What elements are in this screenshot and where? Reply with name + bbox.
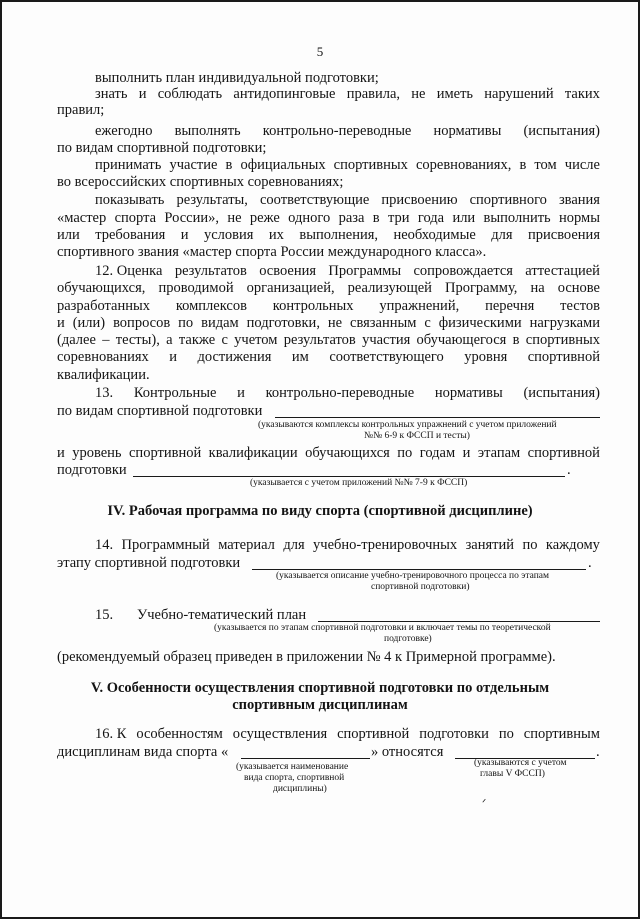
word: каждому	[545, 537, 600, 553]
word: результаты,	[176, 192, 248, 208]
word: требования	[95, 227, 166, 243]
note-p16-2b: главы V ФССП)	[480, 769, 545, 779]
word: выполнить	[483, 210, 551, 226]
word: ежегодно	[95, 123, 153, 139]
word: этапам	[477, 445, 521, 461]
word: квалификации	[208, 445, 298, 461]
word: реже	[249, 210, 280, 226]
word: спортивных	[333, 157, 408, 173]
word: 13.	[95, 385, 114, 401]
word: показывать	[95, 192, 165, 208]
line-results-d: спортивного звания «мастер спорта России международного класса».	[57, 244, 487, 260]
word: участие	[169, 157, 218, 173]
word: –	[102, 332, 110, 348]
word: осуществления	[232, 726, 328, 742]
fill-line-p15	[318, 621, 600, 622]
line-p13b: по видам спортивной подготовки	[57, 403, 263, 419]
line-p16a	[95, 726, 600, 743]
word: соответствующие	[259, 192, 370, 208]
word: антидопинговые	[233, 86, 336, 102]
word: спортивной	[129, 445, 202, 461]
word: и	[138, 86, 147, 102]
note-p13-1: (указываются комплексы контрольных упражнений с учетом приложений	[258, 420, 557, 430]
word: нормативы	[434, 385, 503, 401]
word: спортивного	[469, 192, 547, 208]
word: тесты),	[115, 332, 160, 348]
line-p13d-end: .	[567, 462, 571, 478]
word: для	[491, 227, 513, 243]
word: принимать	[95, 157, 162, 173]
note-p14-1: (указывается описание учебно-тренировочного процесса по этапам	[276, 571, 550, 581]
word: с	[424, 315, 431, 331]
word: присвоения	[527, 227, 600, 243]
word: (далее	[57, 332, 96, 348]
word: для	[283, 537, 305, 553]
word: нормы	[559, 210, 600, 226]
word: 12. Оценка	[95, 263, 163, 279]
word: звания	[558, 192, 600, 208]
line-p15-title: Учебно-тематический план	[137, 607, 307, 623]
note-p14-2: спортивной подготовки)	[371, 582, 470, 592]
line-p14b-end: .	[588, 555, 592, 571]
word: реализующей	[347, 280, 432, 296]
word: по	[397, 445, 413, 461]
word: три	[387, 210, 410, 226]
line-competitions	[95, 157, 600, 174]
word: спортивной	[527, 445, 600, 461]
word: раза	[338, 210, 365, 226]
word: учебно-тренировочных	[313, 537, 458, 553]
line-p12f	[57, 349, 600, 366]
word: основе	[557, 280, 600, 296]
word: спорта	[114, 210, 157, 226]
word: подготовки,	[246, 315, 320, 331]
word: или	[57, 227, 80, 243]
word: «мастер	[57, 210, 107, 226]
word: аттестацией	[525, 263, 600, 279]
word: спортивной	[337, 726, 410, 742]
word: не	[411, 86, 426, 102]
word: вопросов	[113, 315, 171, 331]
stray-pen-mark: ᐟ	[482, 798, 487, 809]
word: и	[169, 349, 177, 365]
word: сопровождается	[413, 263, 513, 279]
word: проводимой	[158, 280, 234, 296]
word: результатов	[174, 263, 247, 279]
line-results-b	[57, 210, 600, 227]
word: одного	[288, 210, 331, 226]
word: нормативы	[433, 123, 502, 139]
word: и	[237, 385, 245, 401]
word: упражнений,	[379, 298, 460, 314]
word: связанным	[350, 315, 417, 331]
note-p16-1a: (указывается наименование	[236, 762, 349, 772]
word: уровень	[72, 445, 122, 461]
word: особенностям	[136, 726, 223, 742]
word: правила,	[346, 86, 401, 102]
word: и	[57, 445, 65, 461]
line-p12b	[57, 280, 600, 297]
note-p15-2: подготовке)	[384, 634, 432, 644]
word: физическими	[438, 315, 522, 331]
word: а	[166, 332, 173, 348]
word: Программный	[121, 537, 210, 553]
word: (испытания)	[523, 123, 600, 139]
word: соревнованиях,	[415, 157, 512, 173]
word: перечня	[485, 298, 535, 314]
word: контрольно-переводные	[265, 385, 415, 401]
word: 14.	[95, 537, 114, 553]
line-p13c	[57, 445, 600, 462]
note-p15-1: (указывается по этапам спортивной подготовки и включает темы по теоретической	[214, 623, 551, 633]
line-rules: правил;	[57, 102, 105, 118]
line-p15c: (рекомендуемый образец приведен в приложении № 4 к Примерной программе).	[57, 649, 556, 665]
word: условия	[204, 227, 254, 243]
note-p13-3: (указывается с учетом приложений №№ 7-9 к ФССП)	[250, 478, 468, 488]
section-heading-5a: V. Особенности осуществления спортивной подготовки по отдельным	[90, 680, 550, 696]
note-p13-2: №№ 6-9 к ФССП и тесты)	[364, 431, 470, 441]
word: официальных	[240, 157, 326, 173]
word: участия	[362, 332, 411, 348]
line-p16b-start: дисциплинам вида спорта «	[57, 744, 229, 760]
word: года	[417, 210, 445, 226]
word: (испытания)	[523, 385, 600, 401]
word: контрольных	[272, 298, 354, 314]
fill-line-p13b	[275, 417, 600, 418]
line-p12a	[95, 263, 600, 280]
word: также	[178, 332, 216, 348]
word: и	[462, 445, 471, 461]
word: на	[530, 280, 545, 296]
word: уровня	[464, 349, 508, 365]
word: числе	[564, 157, 600, 173]
word: соревнованиях	[57, 349, 149, 365]
word: выполнять	[174, 123, 241, 139]
line-p16b-mid: » относятся	[371, 744, 444, 760]
word: результатов	[283, 332, 356, 348]
line-results-c	[57, 227, 600, 244]
line-p12e	[57, 332, 600, 349]
word: не	[327, 315, 343, 331]
note-p16-1c: дисциплины)	[273, 784, 327, 794]
word: соответствующего	[329, 349, 444, 365]
word: спортивным	[523, 726, 600, 742]
fill-line-p13d	[133, 476, 565, 477]
word: их	[268, 227, 284, 243]
word: материал	[218, 537, 275, 553]
line-normatives	[95, 123, 600, 140]
section-heading-4: IV. Рабочая программа по виду спорта (спортивной дисциплине)	[107, 503, 533, 519]
word: с	[221, 332, 228, 348]
word: Программу,	[445, 280, 518, 296]
word: (или)	[72, 315, 106, 331]
word: не	[227, 210, 242, 226]
word: том	[534, 157, 557, 173]
line-p12c	[57, 298, 600, 315]
word: выполнения,	[299, 227, 379, 243]
word: или	[452, 210, 476, 226]
section-heading-5b: спортивным дисциплинам	[232, 697, 408, 713]
fill-line-p16-sport	[241, 758, 370, 759]
word: таких	[564, 86, 600, 102]
line-normatives-cont: по видам спортивной подготовки;	[57, 140, 267, 156]
line-p14b: этапу спортивной подготовки	[57, 555, 241, 571]
word: Программы	[328, 263, 402, 279]
line-p13a	[95, 385, 600, 402]
word: знать	[95, 86, 128, 102]
line-plan: выполнить план индивидуальной подготовки;	[95, 70, 379, 86]
word: по	[522, 537, 538, 553]
word: нарушений	[484, 86, 554, 102]
word: комплексов	[175, 298, 247, 314]
word: занятий	[465, 537, 515, 553]
word: спортивной	[527, 349, 600, 365]
word: обучающегося	[416, 332, 507, 348]
word: организацией,	[246, 280, 335, 296]
word: спортивных	[525, 332, 600, 348]
word: разработанных	[57, 298, 150, 314]
word: нагрузками	[529, 315, 600, 331]
word: обучающихся	[305, 445, 390, 461]
word: Контрольные	[133, 385, 217, 401]
word: видам	[201, 315, 239, 331]
line-p13d: подготовки	[57, 462, 127, 478]
word: контрольно-переводные	[262, 123, 412, 139]
word: учетом	[234, 332, 278, 348]
word: в	[372, 210, 380, 226]
word: в	[519, 157, 527, 173]
note-p16-2a: (указываются с учетом	[474, 758, 567, 768]
line-p12d	[57, 315, 600, 332]
line-p16b-end: .	[596, 744, 600, 760]
word: им	[291, 349, 309, 365]
fill-line-p14b	[252, 569, 586, 570]
word: иметь	[436, 86, 474, 102]
word: годам	[419, 445, 456, 461]
note-p16-1b: вида спорта, спортивной	[244, 773, 345, 783]
line-antidoping	[95, 86, 600, 103]
line-competitions-cont: во всероссийских спортивных соревнованиях;	[57, 174, 344, 190]
word: по	[498, 726, 514, 742]
word: необходимые	[393, 227, 476, 243]
word: и	[180, 227, 189, 243]
word: достижения	[197, 349, 272, 365]
word: России»,	[164, 210, 219, 226]
word: соблюдать	[157, 86, 223, 102]
line-p12g: квалификации.	[57, 367, 150, 383]
line-p15-num: 15.	[95, 607, 114, 623]
word: подготовки	[419, 726, 489, 742]
word: в	[512, 332, 520, 348]
page-number: 5	[316, 44, 324, 59]
word: в	[225, 157, 233, 173]
word: присвоению	[381, 192, 458, 208]
word: и	[57, 315, 65, 331]
word: освоения	[259, 263, 317, 279]
word: тестов	[560, 298, 600, 314]
line-p14a	[95, 537, 600, 554]
word: по	[178, 315, 194, 331]
line-results	[95, 192, 600, 209]
word: обучающихся,	[57, 280, 146, 296]
word: 16. К	[95, 726, 127, 742]
